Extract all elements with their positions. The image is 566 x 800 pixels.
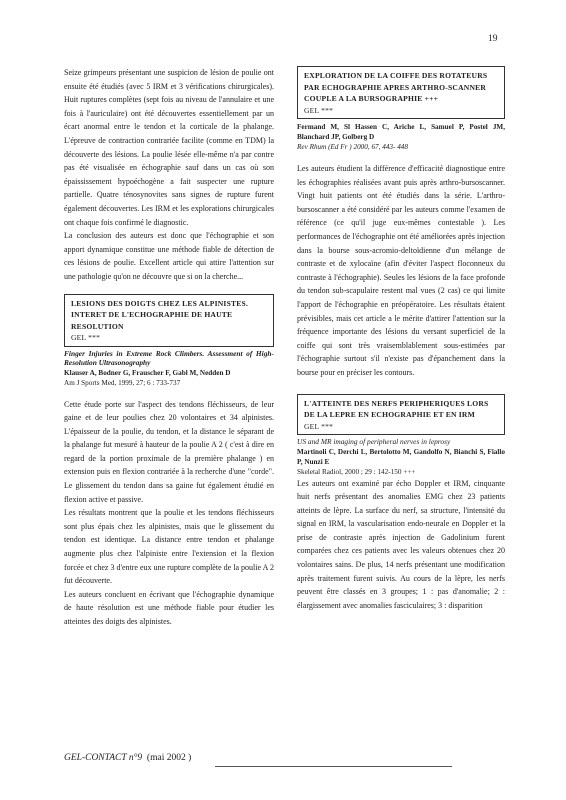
footer <box>64 753 191 763</box>
footer-rule <box>215 766 452 767</box>
reference-journal: Rev Rhum (Ed Fr ) 2000, 67, 443- 448 <box>297 143 408 151</box>
right-column <box>297 66 505 612</box>
paragraph: Les auteurs ont examiné par écho Doppler et IRM, cinquante huit nerfs présentant des anomalies EMG chez 23 patients atteints de lèpre. La surface du nerf, sa structure, l'intensité du signal en IRM, la vascularisation endo-neurale en Doppler et la prise de contraste après injection de Gadolinium furent comparées chez ces patients avec les valeurs obtenues chez 20 volontaires sains. De plus, 14 nerfs présentant une modification après traitement furent suivis. Au cours de la lèpre, les nerfs peuvent être classés en 3 groupes; 1 : pas d'anomalie; 2 : élargissement avec anomalies fasciculaires; 3 : disparition <box>297 478 505 610</box>
journal-name: GEL-CONTACT <box>64 753 127 763</box>
reference-authors: Fermand M, Sl Hassen C, Ariche L, Samuel P, Postel JM, Blanchard JP, Golberg D <box>297 123 505 141</box>
issue-number: n°9 <box>128 753 143 763</box>
article-title-box <box>297 66 505 119</box>
left-column <box>64 66 274 629</box>
article-title: EXPLORATION DE LA COIFFE DES ROTATEURS PAR ECHOGRAPHIE APRES ARTHRO-SCANNER COUPLE A LA BURSOGRAPHIE +++ <box>304 71 488 103</box>
article-title-box <box>64 294 274 347</box>
reference-journal: Skeletal Radiol, 2000 ; 29 : 142-150 +++ <box>297 467 416 476</box>
page-number: 19 <box>488 34 498 44</box>
paragraph: Les résultats montrent que la poulie et les tendons fléchisseurs sont plus épais chez les alpinistes, mais que le glissement du tendon est identique. La distance entre tendon et phalange augmente plus chez l'alpiniste entre l'extension et la flexion forcée et chez 3 d'entre eux une rupture complète de la poulie A 2 fut découverte. <box>64 508 274 586</box>
rating: GEL *** <box>304 105 334 115</box>
reference-authors: Klauser A, Bodner G, Frauscher F, Gabl M, Nedden D <box>64 368 231 377</box>
rating: GEL *** <box>71 333 101 342</box>
reference-title: Finger Injuries in Extreme Rock Climbers. Assessment of High-Resolution Ultrasonography <box>64 348 274 367</box>
article-title: LESIONS DES DOIGTS CHEZ LES ALPINISTES. INTERET DE L'ECHOGRAPHIE DE HAUTE RESOLUTION <box>71 298 249 331</box>
reference-authors: Martinoli C, Derchi L, Bertolotto M, Gandolfo N, Bianchi S, Fiallo P, Nunzi E <box>297 447 505 466</box>
article-title-box <box>297 394 505 436</box>
issue-date: (mai 2002 ) <box>146 753 192 763</box>
reference-title: US and MR imaging of peripheral nerves in leprosy <box>297 437 451 446</box>
rating: GEL *** <box>304 421 334 431</box>
article-title: L'ATTEINTE DES NERFS PERIPHERIQUES LORS DE LA LEPRE EN ECHOGRAPHIE ET EN IRM <box>304 398 489 419</box>
paragraph: Cette étude porte sur l'aspect des tendons fléchisseurs, de leur gaine et de leur poulies chez 20 volontaires et 34 alpinistes. L'épaisseur de la poulie, du tendon, et la distance le séparant de la phalange fut mesuré à hauteur de la poulie A 2 ( c'est à dire en regard de la portion proximale de la première phalange ) en extension puis en flexion contrariée à la recherche d'une "corde". Le glissement du tendon dans sa gaine fut également étudié en flexion active et passive. <box>64 399 274 504</box>
paragraph: La conclusion des auteurs est donc que l'échographie et son apport dynamique constitue une méthode fiable de détection de ces lésions de poulie. Excellent article qui attire l'attention sur une pathologie qu'on ne découvre que si on la cherche... <box>64 231 274 281</box>
reference-journal: Am J Sports Med, 1999, 27; 6 : 733-737 <box>64 378 181 387</box>
paragraph: Les auteurs étudient la différence d'efficacité diagnostique entre les échographies réalisées avant puis après arthro-bursoscanner. Vingt huit patients ont été étudiés dans la série. L'arthro-bursoscanner a été considéré par les auteurs comme l'examen de référence (ce qu'il juge eux-mêmes contestable ). Les performances de l'échographie ont été améliorées après injection dans la bourse sous-acromio-deltoïdienne d'un mélange de contraste et de xylocaïne (afin d'éviter l'aspect floconneux du contraste à l'échographie). Seules les lésions de la face profonde du tendon sub-scapulaire restent mal vues (2 cas) ce qui limite l'apport de l'échographie en préopératoire. Les résultats étaient prévisibles, mais cet article a le mérite d'attirer l'attention sur la fréquence importante des lésions du versant superficiel de la coiffe qui sont très vraisemblablement sous-estimées par l'échographie surtout s'il n'existe pas d'épanchement dans la bourse pour en préciser les contours. <box>297 164 505 377</box>
paragraph: Les auteurs concluent en écrivant que l'échographie dynamique de haute résolution est une méthode fiable pour étudier les atteintes des doigts des alpinistes. <box>64 589 274 626</box>
paragraph: Seize grimpeurs présentant une suspicion de lésion de poulie ont ensuite été étudiés (avec 5 IRM et 3 vérifications chirurgicales). Huit ruptures complètes (sept fois au niveau de l'annulaire et une fois à l'auriculaire) ont été découvertes essentiellement par un écart anormal entre le tendon et la corticale de la phalange. L'épreuve de contraction contrariée facilite (comme en TDM) la découverte des lésions. La poulie lésée elle-même n'a par contre pas été visualisée en échographie sauf dans un cas où son épaississement hypoéchogène a fait suspecter une rupture partielle. Quatre ténosynovites sans signes de rupture furent également découvertes. Les IRM et les explorations chirurgicales ont chaque fois confirmé le diagnostic. <box>64 68 274 227</box>
